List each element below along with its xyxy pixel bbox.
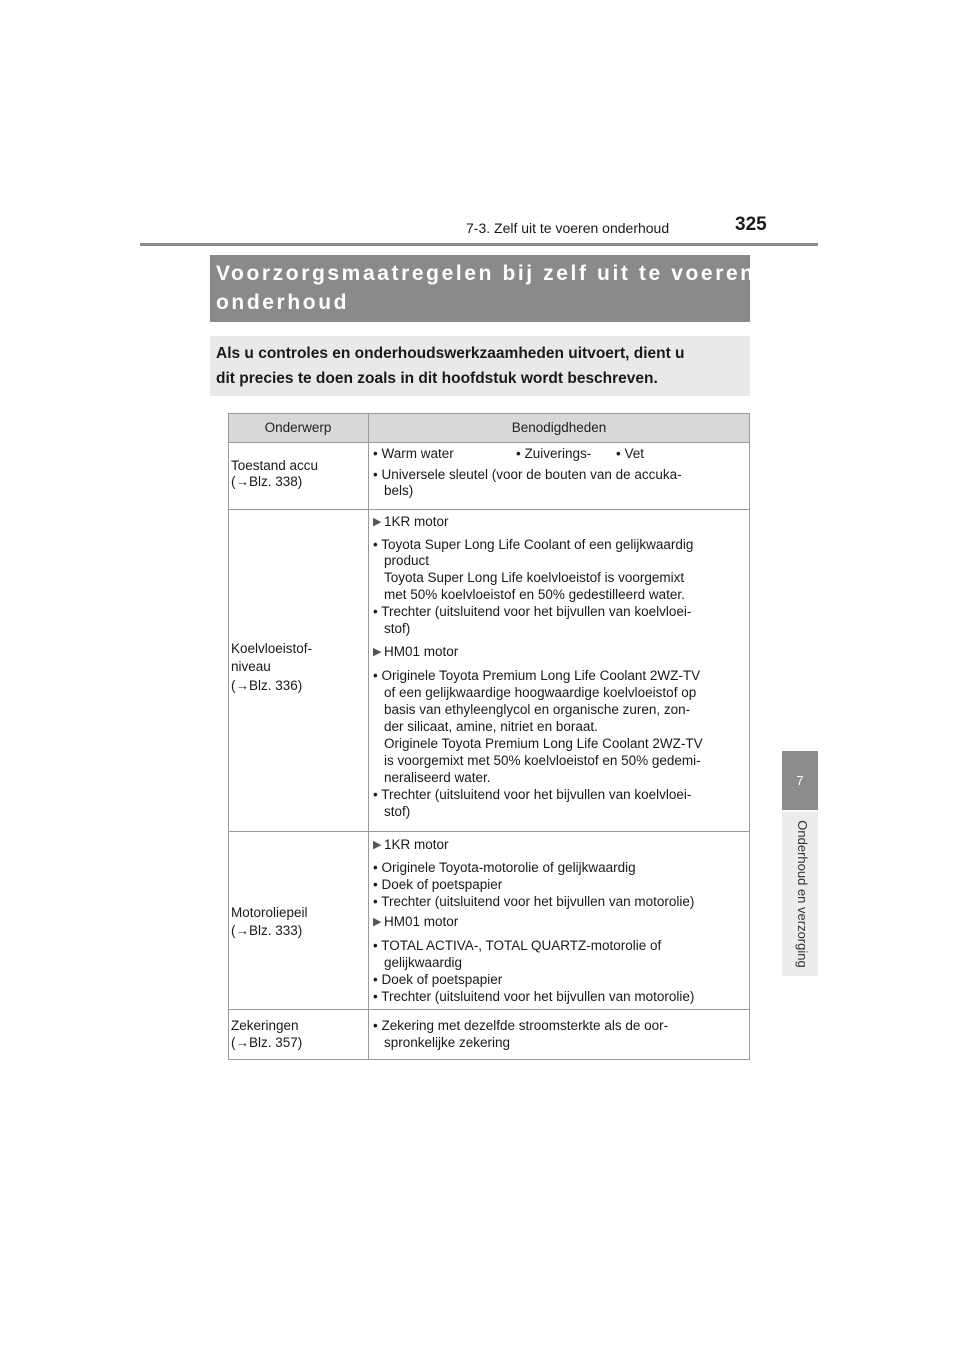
page-number: 325 (735, 214, 767, 235)
supply-item: Toyota Super Long Life koelvloeistof is voorgemixt (384, 570, 685, 585)
table-border (228, 831, 750, 832)
supply-item: gelijkwaardig (384, 955, 463, 970)
arrow-right-icon: ▶ (373, 646, 382, 658)
supply-item: bels) (384, 483, 414, 498)
engine-label: HM01 motor (384, 644, 459, 659)
table-border (228, 442, 750, 443)
engine-label: 1KR motor (384, 514, 449, 529)
column-header-subject: Onderwerp (228, 413, 368, 442)
supply-item: • Trechter (uitsluitend voor het bijvullen van koelvloei- (373, 787, 692, 802)
supply-item: der silicaat, amine, nitriet en boraat. (384, 719, 598, 734)
table-border (749, 413, 750, 1060)
supply-item: Originele Toyota Premium Long Life Coolant 2WZ-TV (384, 736, 703, 751)
intro-line: dit precies te doen zoals in dit hoofdstuk wordt beschreven. (216, 370, 658, 387)
supply-item: stof) (384, 621, 411, 636)
chapter-number: 7 (796, 773, 804, 788)
supply-item: of een gelijkwaardige hoogwaardige koelvloeistof op (384, 685, 697, 700)
supply-item: spronkelijke zekering (384, 1035, 511, 1050)
table-border (228, 1009, 750, 1010)
subject-text: (→Blz. 338) (231, 474, 303, 489)
subject-text: (→Blz. 336) (231, 678, 303, 693)
supply-item: • Trechter (uitsluitend voor het bijvullen van motorolie) (373, 989, 695, 1004)
supply-item: • Doek of poetspapier (373, 877, 503, 892)
intro-line: Als u controles en onderhoudswerkzaamheden uitvoert, dient u (216, 345, 685, 362)
supply-item: • Universele sleutel (voor de bouten van de accuka- (373, 467, 682, 482)
supply-item: is voorgemixt met 50% koelvloeistof en 50% gedemi- (384, 753, 701, 768)
page-title-line: Voorzorgsmaatregelen bij zelf uit te voeren (216, 262, 756, 285)
supply-item: • Toyota Super Long Life Coolant of een gelijkwaardig (373, 537, 694, 552)
supply-item: • Zuiverings- (516, 446, 592, 461)
supply-item: • TOTAL ACTIVA-, TOTAL QUARTZ-motorolie of (373, 938, 662, 953)
chapter-tab[interactable] (782, 751, 818, 810)
section-title: 7-3. Zelf uit te voeren onderhoud (466, 220, 670, 236)
table-border (228, 413, 229, 1060)
arrow-right-icon: ▶ (373, 839, 382, 851)
subject-text: Koelvloeistof- (231, 641, 313, 656)
header-rule (140, 243, 818, 246)
table-border (228, 509, 750, 510)
supply-item: neraliseerd water. (384, 770, 491, 785)
subject-text: (→Blz. 333) (231, 923, 303, 938)
table-border (228, 413, 750, 414)
chapter-title: Onderhoud en verzorging (795, 820, 810, 968)
supply-item: • Originele Toyota Premium Long Life Coolant 2WZ-TV (373, 668, 701, 683)
supplies-table (228, 413, 750, 1060)
arrow-right-icon: ▶ (373, 916, 382, 928)
page-title-line: onderhoud (216, 291, 350, 314)
supply-item: • Warm water (373, 446, 454, 461)
supply-item: • Vet (616, 446, 644, 461)
supply-item: stof) (384, 804, 411, 819)
intro-box (210, 336, 750, 396)
supply-item: basis van ethyleenglycol en organische zuren, zon- (384, 702, 691, 717)
column-header-supplies: Benodigdheden (368, 413, 750, 442)
subject-text: Toestand accu (231, 458, 319, 473)
supply-item: met 50% koelvloeistof en 50% gedestilleerd water. (384, 587, 685, 602)
supply-item: product (384, 553, 430, 568)
supply-item: • Trechter (uitsluitend voor het bijvullen van koelvloei- (373, 604, 692, 619)
table-border (368, 413, 369, 1060)
supply-item: • Originele Toyota-motorolie of gelijkwaardig (373, 860, 636, 875)
page-title-box (210, 255, 756, 322)
supply-item: • Zekering met dezelfde stroomsterkte als de oor- (373, 1018, 669, 1033)
supply-item: • Trechter (uitsluitend voor het bijvullen van motorolie) (373, 894, 695, 909)
engine-label: 1KR motor (384, 837, 449, 852)
subject-text: niveau (231, 659, 271, 674)
arrow-right-icon: ▶ (373, 516, 382, 528)
subject-text: (→Blz. 357) (231, 1035, 303, 1050)
supply-item: • Doek of poetspapier (373, 972, 503, 987)
subject-text: Zekeringen (231, 1018, 299, 1033)
table-border (228, 1059, 750, 1060)
subject-text: Motoroliepeil (231, 905, 308, 920)
engine-label: HM01 motor (384, 914, 459, 929)
